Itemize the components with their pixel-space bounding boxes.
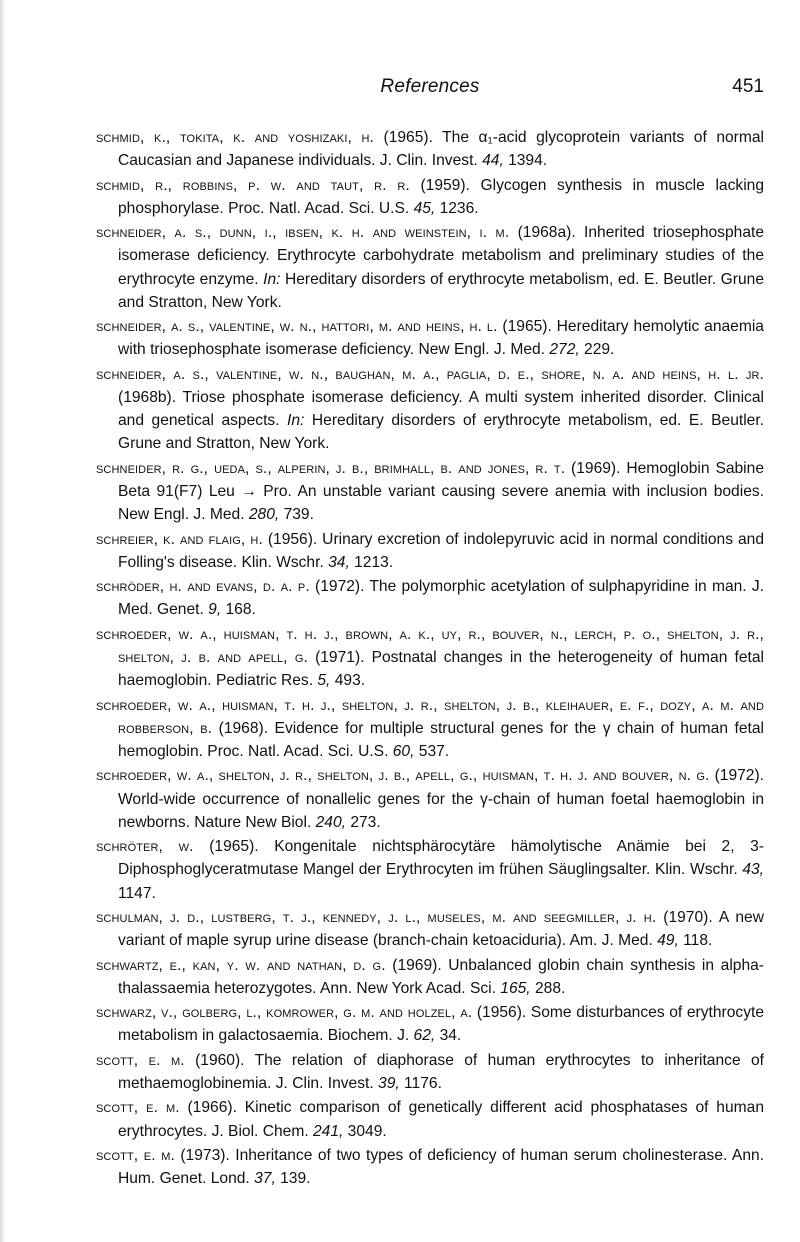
reference-authors: scott, e. m. bbox=[96, 1146, 175, 1164]
reference-authors: schröder, h. and evans, d. a. p. bbox=[96, 578, 310, 596]
reference-volume: 280, bbox=[248, 506, 280, 524]
reference-book-text: Hereditary disorders of erythrocyte metabolism, ed. E. Beutler. Grune and Stratton, New York. bbox=[118, 412, 764, 453]
reference-text: (1968b). Triose phosphate isomerase deficiency. A multi system inherited disorder. Clinical and genetical aspects. bbox=[118, 388, 764, 430]
reference-entry bbox=[96, 623, 764, 693]
reference-text: (1956). Urinary excretion of indolepyruvic acid in normal conditions and Folling's disease. Klin. Wschr. bbox=[118, 530, 764, 571]
reference-pages: 1213. bbox=[349, 553, 394, 571]
reference-entry bbox=[96, 954, 764, 1000]
reference-book-text: Hereditary disorders of erythrocyte metabolism, ed. E. Beutler. Grune and Stratton, New York. bbox=[118, 270, 764, 311]
reference-entry bbox=[96, 174, 764, 220]
reference-entry bbox=[96, 1049, 764, 1095]
reference-text: (1968). Evidence for multiple structural genes for the γ chain of human fetal hemoglobin. Proc. Natl. Acad. Sci. U.S. bbox=[118, 719, 764, 760]
reference-entry bbox=[96, 1144, 764, 1190]
reference-authors: schmid, k., tokita, k. and yoshizaki, h. bbox=[96, 129, 374, 146]
reference-list bbox=[96, 126, 764, 1192]
reference-authors: schmid, r., robbins, p. w. and taut, r. r. bbox=[96, 176, 410, 194]
reference-in-marker: In: bbox=[287, 412, 305, 430]
reference-volume: 272, bbox=[549, 341, 580, 359]
reference-entry bbox=[96, 457, 764, 527]
reference-text: (1965). Hereditary hemolytic anaemia with triosephosphate isomerase deficiency. New Engl. J. Med. bbox=[118, 318, 764, 359]
reference-text: (1956). Some disturbances of erythrocyte metabolism in galactosaemia. Biochem. J. bbox=[118, 1004, 765, 1045]
reference-volume: 45, bbox=[413, 199, 436, 217]
reference-volume: 5, bbox=[317, 672, 331, 690]
running-header bbox=[96, 76, 764, 102]
reference-entry bbox=[96, 835, 764, 905]
reference-authors: schneider, r. g., ueda, s., alperin, j. b., brimhall, b. and jones, r. t. bbox=[96, 459, 566, 477]
reference-volume: 37, bbox=[254, 1170, 276, 1188]
reference-volume: 34, bbox=[328, 553, 350, 571]
reference-pages: 1394. bbox=[503, 152, 548, 170]
reference-text: (1966). Kinetic comparison of genetically different acid phosphatases of human erythrocytes. J. Biol. Chem. bbox=[118, 1099, 764, 1140]
reference-pages: 168. bbox=[221, 601, 256, 619]
reference-volume: 44, bbox=[482, 152, 504, 170]
reference-authors: schulman, j. d., lustberg, t. j., kennedy, j. l., museles, m. and seegmiller, j. h. bbox=[96, 908, 657, 926]
reference-text: (1968a). Inherited triosephosphate isomerase deficiency. Erythrocyte carbohydrate metabolism and preliminary studies of the erythrocyte enzyme. bbox=[118, 224, 765, 288]
reference-volume: 241, bbox=[312, 1122, 344, 1140]
reference-pages: 1236. bbox=[435, 199, 479, 217]
reference-authors: scott, e. m. bbox=[96, 1051, 185, 1069]
reference-entry bbox=[96, 126, 764, 172]
reference-authors: schwartz, e., kan, y. w. and nathan, d. g. bbox=[96, 956, 386, 974]
reference-text: (1965). The α₁-acid glycoprotein variants of normal Caucasian and Japanese individuals. J. Clin. Invest. bbox=[118, 129, 764, 170]
reference-entry bbox=[96, 221, 764, 314]
reference-volume: 39, bbox=[378, 1074, 400, 1092]
reference-entry bbox=[96, 764, 764, 834]
reference-authors: schneider, a. s., dunn, i., ibsen, k. h. and weinstein, i. m. bbox=[96, 224, 510, 242]
reference-entry bbox=[96, 694, 764, 764]
page-number: 451 bbox=[732, 76, 764, 97]
reference-text: (1971). Postnatal changes in the heterogeneity of human fetal haemoglobin. Pediatric Res. bbox=[118, 648, 764, 690]
reference-pages: 118. bbox=[678, 932, 713, 950]
reference-authors: schroeder, w. a., huisman, t. h. j., brown, a. k., uy, r., bouver, n., lerch, p. o., shelton, j. r., shelton, j. b. and apell, g. bbox=[96, 625, 764, 666]
reference-volume: 165, bbox=[500, 979, 531, 997]
reference-text: (1965). Kongenitale nichtsphärocytäre hämolytische Anämie bei 2, 3-Diphosphoglyceratmutase Mangel der Erythrocyten im frühen Säuglingsalter. Klin. Wschr. bbox=[118, 838, 765, 879]
reference-volume: 49, bbox=[657, 932, 679, 950]
reference-pages: 1147. bbox=[118, 884, 156, 902]
reference-text: (1969). Unbalanced globin chain synthesis in alpha-thalassaemia heterozygotes. Ann. New York Acad. Sci. bbox=[118, 956, 764, 997]
reference-entry bbox=[96, 528, 764, 574]
reference-authors: schröter, w. bbox=[96, 838, 194, 856]
reference-entry bbox=[96, 315, 764, 361]
reference-text: (1972). World-wide occurrence of nonallelic genes for the γ-chain of human foetal haemoglobin in newborns. Nature New Biol. bbox=[118, 767, 764, 831]
reference-authors: schwarz, v., golberg, l., komrower, g. m. and holzel, a. bbox=[96, 1004, 473, 1022]
reference-pages: 139. bbox=[275, 1170, 311, 1188]
reference-authors: schroeder, w. a., shelton, j. r., shelton, j. b., apell, g., huisman, t. h. j. and bouver, n. g. bbox=[96, 767, 710, 785]
reference-pages: 229. bbox=[579, 341, 615, 359]
reference-pages: 3049. bbox=[343, 1122, 387, 1140]
reference-pages: 537. bbox=[414, 742, 450, 760]
reference-authors: schreier, k. and flaig, h. bbox=[96, 530, 263, 548]
page-edge-shadow bbox=[0, 0, 6, 1242]
reference-authors: scott, e. m. bbox=[96, 1099, 180, 1117]
reference-text: (1960). The relation of diaphorase of human erythrocytes to inheritance of methaemoglobinemia. J. Clin. Invest. bbox=[118, 1051, 765, 1092]
reference-text: (1972). The polymorphic acetylation of sulphapyridine in man. J. Med. Genet. bbox=[118, 578, 764, 619]
reference-volume: 43, bbox=[742, 861, 764, 879]
reference-entry bbox=[96, 363, 764, 456]
reference-authors: schroeder, w. a., huisman, t. h. j., shelton, j. r., shelton, j. b., kleihauer, e. f., dozy, a. m. and robberson, b. bbox=[96, 696, 764, 737]
reference-entry bbox=[96, 906, 764, 952]
reference-pages: 273. bbox=[345, 813, 381, 831]
reference-pages: 493. bbox=[330, 672, 366, 690]
reference-entry bbox=[96, 1001, 764, 1047]
reference-volume: 9, bbox=[208, 601, 222, 619]
reference-in-marker: In: bbox=[263, 270, 281, 288]
reference-volume: 62, bbox=[413, 1027, 436, 1045]
reference-pages: 739. bbox=[279, 506, 314, 524]
running-title: References bbox=[380, 76, 480, 97]
reference-pages: 1176. bbox=[399, 1074, 442, 1092]
reference-pages: 34. bbox=[435, 1027, 462, 1045]
reference-pages: 288. bbox=[530, 979, 566, 997]
reference-text: (1969). Hemoglobin Sabine Beta 91(F7) Leu → Pro. An unstable variant causing severe anemia with inclusion bodies. New Engl. J. Med. bbox=[118, 459, 764, 524]
reference-authors: schneider, a. s., valentine, w. n., hattori, m. and heins, h. l. bbox=[96, 318, 498, 336]
reference-authors: schneider, a. s., valentine, w. n., baughan, m. a., paglia, d. e., shore, n. a. and heins, h. l. jr. bbox=[96, 365, 764, 383]
reference-entry bbox=[96, 1096, 764, 1142]
reference-text: (1959). Glycogen synthesis in muscle lacking phosphorylase. Proc. Natl. Acad. Sci. U.S. bbox=[118, 176, 764, 217]
reference-volume: 60, bbox=[392, 742, 415, 760]
reference-text: (1973). Inheritance of two types of deficiency of human serum cholinesterase. Ann. Hum. Genet. Lond. bbox=[118, 1146, 764, 1188]
reference-volume: 240, bbox=[315, 813, 346, 831]
reference-entry bbox=[96, 575, 764, 621]
reference-text: (1970). A new variant of maple syrup urine disease (branch-chain ketoaciduria). Am. J. Med. bbox=[118, 908, 764, 950]
